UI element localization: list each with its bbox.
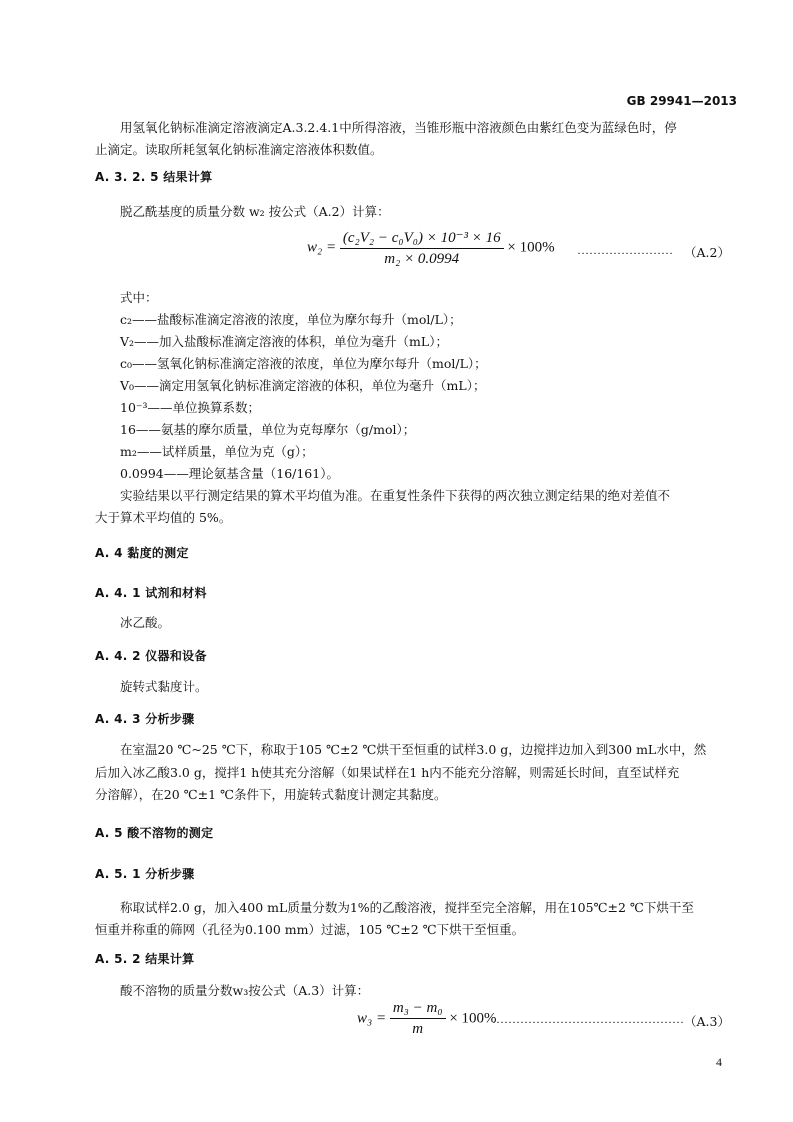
paragraph-line: 称取试样2.0 g，加入400 mL质量分数为1%的乙酸溶液，搅拌至完全溶解，用在105℃±2 ℃下烘干至 xyxy=(120,900,694,915)
formula-denominator: m₂ × 0.0994 xyxy=(384,251,460,267)
section-heading-a5: A. 5 酸不溶物的测定 xyxy=(95,826,214,840)
paragraph-line: 在室温20 ℃~25 ℃下，称取于105 ℃±2 ℃烘干至恒重的试样3.0 g，边搅拌边加入到300 mL水中，然 xyxy=(120,742,707,757)
paragraph-line: 酸不溶物的质量分数w₃按公式（A.3）计算： xyxy=(120,983,370,998)
definition-item: 16——氨基的摩尔质量，单位为克每摩尔（g/mol）； xyxy=(120,422,416,437)
paragraph-line: 脱乙酰基度的质量分数 w₂ 按公式（A.2）计算： xyxy=(120,204,390,219)
paragraph-line: 实验结果以平行测定结果的算术平均值为准。在重复性条件下获得的两次独立测定结果的绝对差值不 xyxy=(120,488,671,503)
formula-tail: × 100% xyxy=(507,239,555,256)
section-heading-a4: A. 4 黏度的测定 xyxy=(95,546,189,560)
formula-fraction xyxy=(340,228,504,268)
paragraph-line: 分溶解），在20 ℃±1 ℃条件下，用旋转式黏度计测定其黏度。 xyxy=(95,787,447,802)
paragraph-line: 恒重并称重的筛网（孔径为0.100 mm）过滤，105 ℃±2 ℃下烘干至恒重。 xyxy=(95,922,525,937)
definition-item: m₂——试样质量，单位为克（g）； xyxy=(120,444,314,459)
formula-numerator: m₃ − m₀ xyxy=(390,1000,446,1019)
section-heading-a43: A. 4. 3 分析步骤 xyxy=(95,712,195,726)
formula-lhs: w₂ = xyxy=(307,239,337,256)
paragraph-line: 后加入冰乙酸3.0 g，搅拌1 h使其充分溶解（如果试样在1 h内不能充分溶解，则需延长时间，直至试样充 xyxy=(95,765,680,780)
formula-tail: × 100% xyxy=(449,1010,497,1027)
formula-fraction xyxy=(390,1000,446,1038)
formula-a2 xyxy=(307,228,555,268)
page-number: 4 xyxy=(716,1055,722,1069)
section-heading-a42: A. 4. 2 仪器和设备 xyxy=(95,649,207,663)
formula-leader: …………………… xyxy=(577,243,673,257)
section-heading-a51: A. 5. 1 分析步骤 xyxy=(95,867,195,881)
where-label: 式中： xyxy=(120,290,158,305)
paragraph-line: 止滴定。读取所耗氢氧化钠标准滴定溶液体积数值。 xyxy=(95,142,383,157)
definition-item: c₀——氢氧化钠标准滴定溶液的浓度，单位为摩尔每升（mol/L）； xyxy=(120,356,487,371)
definition-item: 0.0994——理论氨基含量（16/161）。 xyxy=(120,466,339,481)
formula-numerator: (c₂V₂ − c₀V₀) × 10⁻³ × 16 xyxy=(340,228,504,249)
formula-a3 xyxy=(357,1000,497,1038)
section-heading-a41: A. 4. 1 试剂和材料 xyxy=(95,586,207,600)
paragraph-line: 大于算术平均值的 5%。 xyxy=(95,510,232,525)
definition-item: 10⁻³——单位换算系数； xyxy=(120,400,261,415)
paragraph-line: 用氢氧化钠标准滴定溶液滴定A.3.2.4.1中所得溶液，当锥形瓶中溶液颜色由紫红色变为蓝绿色时，停 xyxy=(120,120,677,135)
formula-label: （A.2） xyxy=(684,245,730,260)
standard-code: GB 29941—2013 xyxy=(626,94,737,108)
formula-denominator: m xyxy=(412,1021,424,1037)
section-heading-a325: A. 3. 2. 5 结果计算 xyxy=(95,170,213,184)
formula-leader: ………………………………………… xyxy=(492,1012,684,1026)
definition-item: c₂——盐酸标准滴定溶液的浓度，单位为摩尔每升（mol/L）； xyxy=(120,312,462,327)
definition-item: V₂——加入盐酸标准滴定溶液的体积，单位为毫升（mL）； xyxy=(120,334,448,349)
formula-label: （A.3） xyxy=(684,1014,730,1029)
definition-item: V₀——滴定用氢氧化钠标准滴定溶液的体积，单位为毫升（mL）； xyxy=(120,378,486,393)
paragraph-line: 旋转式黏度计。 xyxy=(120,679,208,694)
formula-lhs: w₃ = xyxy=(357,1010,387,1027)
paragraph-line: 冰乙酸。 xyxy=(120,615,171,630)
section-heading-a52: A. 5. 2 结果计算 xyxy=(95,952,195,966)
